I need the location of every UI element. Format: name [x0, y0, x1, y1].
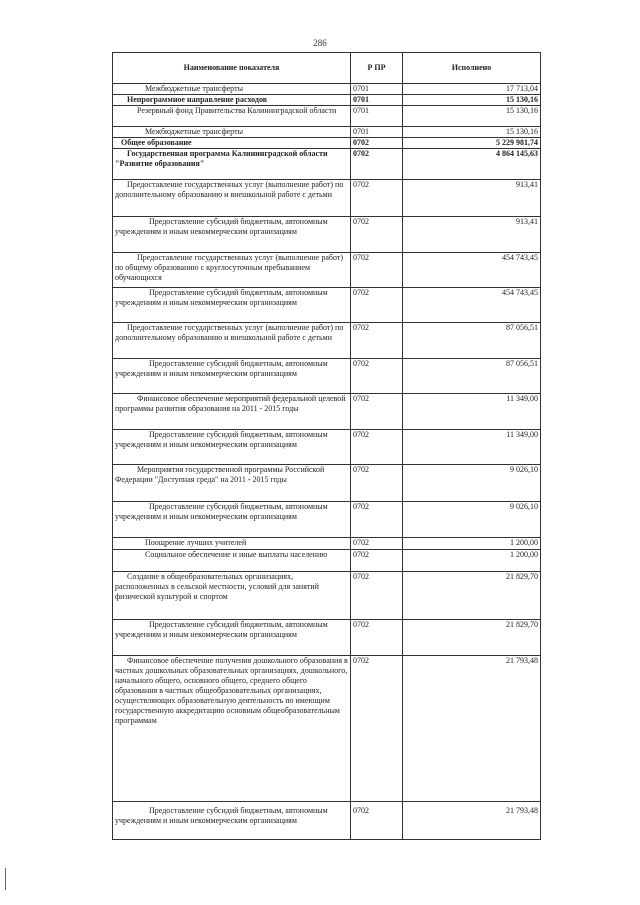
row-amount: 87 056,51 — [403, 323, 541, 359]
table-row — [113, 288, 541, 323]
row-name: Предоставление субсидий бюджетным, автономным учреждениям и иным некоммерческим организациям — [113, 288, 351, 323]
row-amount: 9 026,10 — [403, 465, 541, 502]
row-code: 0702 — [351, 253, 403, 288]
table-row — [113, 465, 541, 502]
row-name: Общее образование — [113, 138, 351, 149]
table-row — [113, 394, 541, 430]
table-row — [113, 84, 541, 95]
row-name: Предоставление субсидий бюджетным, автономным учреждениям и иным некоммерческим организациям — [113, 620, 351, 656]
row-code: 0702 — [351, 430, 403, 465]
table-row — [113, 572, 541, 620]
table-row — [113, 502, 541, 538]
row-amount: 15 130,16 — [403, 95, 541, 106]
table-row — [113, 253, 541, 288]
table-row — [113, 359, 541, 394]
row-name: Социальное обеспечение и иные выплаты населению — [113, 550, 351, 572]
row-code: 0701 — [351, 127, 403, 138]
row-amount: 5 229 981,74 — [403, 138, 541, 149]
row-name: Предоставление субсидий бюджетным, автономным учреждениям и иным некоммерческим организациям — [113, 502, 351, 538]
row-code: 0702 — [351, 550, 403, 572]
row-name: Предоставление субсидий бюджетным, автономным учреждениям и иным некоммерческим организациям — [113, 802, 351, 840]
row-amount: 15 130,16 — [403, 127, 541, 138]
row-amount: 21 793,48 — [403, 656, 541, 802]
row-name: Предоставление государственных услуг (выполнение работ) по дополнительному образованию и внешкольной работе с детьми — [113, 180, 351, 217]
row-amount: 913,41 — [403, 180, 541, 217]
row-amount: 15 130,16 — [403, 106, 541, 127]
row-name: Государственная программа Калининградской области "Развитие образования" — [113, 149, 351, 180]
table-row — [113, 323, 541, 359]
row-name: Предоставление субсидий бюджетным, автономным учреждениям и иным некоммерческим организациям — [113, 430, 351, 465]
row-name: Предоставление государственных услуг (выполнение работ) по дополнительному образованию и внешкольной работе с детьми — [113, 323, 351, 359]
scan-mark — [5, 868, 6, 890]
row-code: 0702 — [351, 572, 403, 620]
table-row — [113, 106, 541, 127]
row-name: Предоставление субсидий бюджетным, автономным учреждениям и иным некоммерческим организациям — [113, 217, 351, 253]
table-row — [113, 802, 541, 840]
row-name: Непрограммное направление расходов — [113, 95, 351, 106]
table-row — [113, 550, 541, 572]
row-code: 0702 — [351, 656, 403, 802]
row-name: Мероприятия государственной программы Российской Федерации "Доступная среда" на 2011 - 2015 годы — [113, 465, 351, 502]
row-code: 0702 — [351, 802, 403, 840]
row-name: Предоставление субсидий бюджетным, автономным учреждениям и иным некоммерческим организациям — [113, 359, 351, 394]
row-name: Создание в общеобразовательных организациях, расположенных в сельской местности, условий для занятий физической культурой и спортом — [113, 572, 351, 620]
row-name: Финансовое обеспечение мероприятий федеральной целевой программы развития образования на 2011 - 2015 годы — [113, 394, 351, 430]
table-row — [113, 149, 541, 180]
row-code: 0702 — [351, 180, 403, 217]
row-code: 0702 — [351, 138, 403, 149]
row-amount: 4 864 145,63 — [403, 149, 541, 180]
table-row — [113, 138, 541, 149]
table-row — [113, 430, 541, 465]
row-code: 0702 — [351, 502, 403, 538]
row-amount: 87 056,51 — [403, 359, 541, 394]
table-header-row — [113, 53, 541, 84]
row-amount: 9 026,10 — [403, 502, 541, 538]
row-name: Поощрение лучших учителей — [113, 538, 351, 550]
table-row — [113, 217, 541, 253]
row-code: 0701 — [351, 84, 403, 95]
row-code: 0702 — [351, 149, 403, 180]
row-amount: 11 349,00 — [403, 394, 541, 430]
row-code: 0702 — [351, 323, 403, 359]
row-code: 0702 — [351, 620, 403, 656]
header-amount: Исполнено — [403, 53, 541, 84]
row-code: 0702 — [351, 359, 403, 394]
row-amount: 21 829,70 — [403, 620, 541, 656]
table-row — [113, 656, 541, 802]
row-amount: 11 349,00 — [403, 430, 541, 465]
row-code: 0701 — [351, 106, 403, 127]
table-row — [113, 127, 541, 138]
row-amount: 17 713,04 — [403, 84, 541, 95]
row-code: 0702 — [351, 217, 403, 253]
row-amount: 1 200,00 — [403, 550, 541, 572]
row-code: 0701 — [351, 95, 403, 106]
row-code: 0702 — [351, 465, 403, 502]
row-code: 0702 — [351, 288, 403, 323]
row-amount: 21 793,48 — [403, 802, 541, 840]
row-amount: 21 829,70 — [403, 572, 541, 620]
row-name: Финансовое обеспечение получения дошкольного образования в частных дошкольных образовательных организациях, дошкольного, начального общего, основного общего, среднего общего образования в частных общеобразовательных организациях, осуществляющих образовательную деятельность по имеющим государственную аккредитацию основным общеобразовательным программам — [113, 656, 351, 802]
row-amount: 454 743,45 — [403, 288, 541, 323]
row-name: Межбюджетные трансферты — [113, 84, 351, 95]
row-name: Предоставление государственных услуг (выполнение работ) по общему образованию с круглосуточным пребыванием обучающихся — [113, 253, 351, 288]
table-row — [113, 95, 541, 106]
row-code: 0702 — [351, 538, 403, 550]
table-row — [113, 620, 541, 656]
table-row — [113, 180, 541, 217]
row-amount: 913,41 — [403, 217, 541, 253]
table-row — [113, 538, 541, 550]
report-table — [112, 52, 541, 840]
row-name: Межбюджетные трансферты — [113, 127, 351, 138]
page-number: 286 — [313, 38, 327, 48]
row-name: Резервный фонд Правительства Калининградской области — [113, 106, 351, 127]
row-amount: 454 743,45 — [403, 253, 541, 288]
row-code: 0702 — [351, 394, 403, 430]
row-amount: 1 200,00 — [403, 538, 541, 550]
header-name: Наименование показателя — [113, 53, 351, 84]
header-code: Р ПР — [351, 53, 403, 84]
